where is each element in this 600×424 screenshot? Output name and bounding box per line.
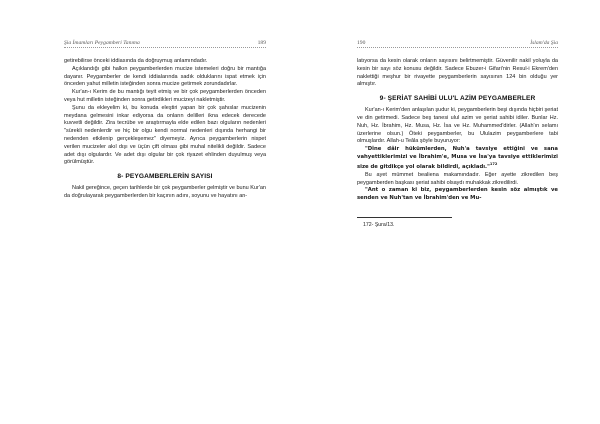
quote-1 — [357, 146, 558, 172]
right-paragraph-1: latıyorsa da kesin olarak onların sayısını belirtmemiştir. Güvenilir nakil yoluyla da kesin bir sayı söz konusu değildir. Sadece Ebuzer-i Gifari'nin Resul-i Ekrem'den naklettiği meşhur bir rivayette peygamberlerin sayısının 124 bin olduğu yer almıştır. — [357, 58, 558, 88]
left-paragraph-4: Şunu da ekleyelim ki, bu konuda eleştiri yapan bir çok şahıslar mucizenin meydana gelmesini inkar ediyorsa da onların delilleri ikna edecek derecede kuvvetli değildir. Zira tecrübe ve araştırmayla elde edilen bazı olguların nedenleri "sürekli nedenlerdir ve hiç bir olgu kendi normal nedenleri dışında herhangi bir nedenden etkilenip gerçekleşemez" diyemeyiz. Ayrıca peygamberlerin nispet verilen mucizeler akıl dışı ve üçün çift olması gibi muhal nitelikli değildir. Sadece adet dışı olgulardır. Ve adet dışı olgular bir çok riyazet ehlinden duyulmuş veya görülmüştür. — [64, 104, 266, 166]
left-paragraph-1: getirebilirse önceki iddiasında da doğruymuş anlamındadır. — [64, 58, 208, 64]
right-running-head — [357, 40, 558, 48]
footnote-divider — [357, 217, 452, 218]
footnote: 172- Şura/13. — [363, 221, 395, 228]
left-running-head — [64, 40, 266, 48]
left-page-number: 189 — [257, 40, 266, 46]
right-section-heading: 9- ŞERİAT SAHİBİ ULU'L AZİM PEYGAMBERLER — [379, 95, 536, 103]
left-section-heading: 8- PEYGAMBERLERİN SAYISI — [117, 173, 213, 181]
right-header-title: İslam'da Şia — [530, 40, 558, 46]
right-paragraph-3: Bu ayet mümmet bealiena makamındadır. Eğer ayette zikredilen beş peygamberden başkası şeriat sahibi olsaydı muhakkak zikredilirdi. — [357, 171, 558, 186]
right-page — [300, 0, 600, 424]
quote-1-footnote-ref: 172 — [489, 162, 498, 167]
quote-2: "Ant o zaman ki biz, peygamberlerden kesin söz almıştık ve senden ve Nuh'tan ve İbrahim'den ve Mu- — [357, 187, 558, 201]
left-paragraph-2: Açıklandığı gibi halkın peygamberlerden mucize istemeleri doğru bir mantığa dayanır. Peygamberler de kendi iddialarında sadık olduklarını ispat etmek için önceden yahut milletin isteğinden sonra mucize getirmek zorundadırlar. — [64, 65, 266, 88]
right-page-number: 190 — [357, 40, 366, 46]
right-paragraph-2: Kur'an-ı Kerim'den anlaşılan şudur ki, peygamberlerin beşi dışında hiçbiri şeriat ve din getirmedi. Sadece beş tanesi ulul azim ve şeriat sahibi idiler. Bunlar Hz. Nuh, Hz. İbrahim, Hz. Musa, Hz. İsa ve Hz. Muhammed'dirler. (Allah'ın selamı üzerlerine olsun.) Öteki peygamberler, bu Ululazim peygamberlere tabi olmuşlardır. Allah-u Teâla şöyle buyuruyor: — [357, 107, 558, 145]
left-header-title: Şia İmamları Peygamberi Tanıma — [64, 40, 140, 46]
quote-1-text: "Dîne dâir hükümlerden, Nuh'a tavsiye ettiğini ve sana vahyettiklerimizi ve İbrahim'e, Musa ve İsa'ya tavsiye ettiklerimizi size de gitdikçe yol olarak bildirdi, açıkladı." — [357, 146, 558, 171]
left-paragraph-3: Kur'an-ı Kerim de bu mantığı teyit etmiş ve bir çok peygamberlerden önceden veya hut milletin isteğinden sonra getirdikleri mucizeyi nakletmiştir. — [64, 89, 266, 103]
left-paragraph-5: Nakil gereğince, geçen tarihlerde bir çok peygamberler gelmiştir ve bunu Kur'an da doğrulayarak peygamberlerden bir kaçının adını, soyunu ve hayatını an- — [64, 185, 266, 199]
